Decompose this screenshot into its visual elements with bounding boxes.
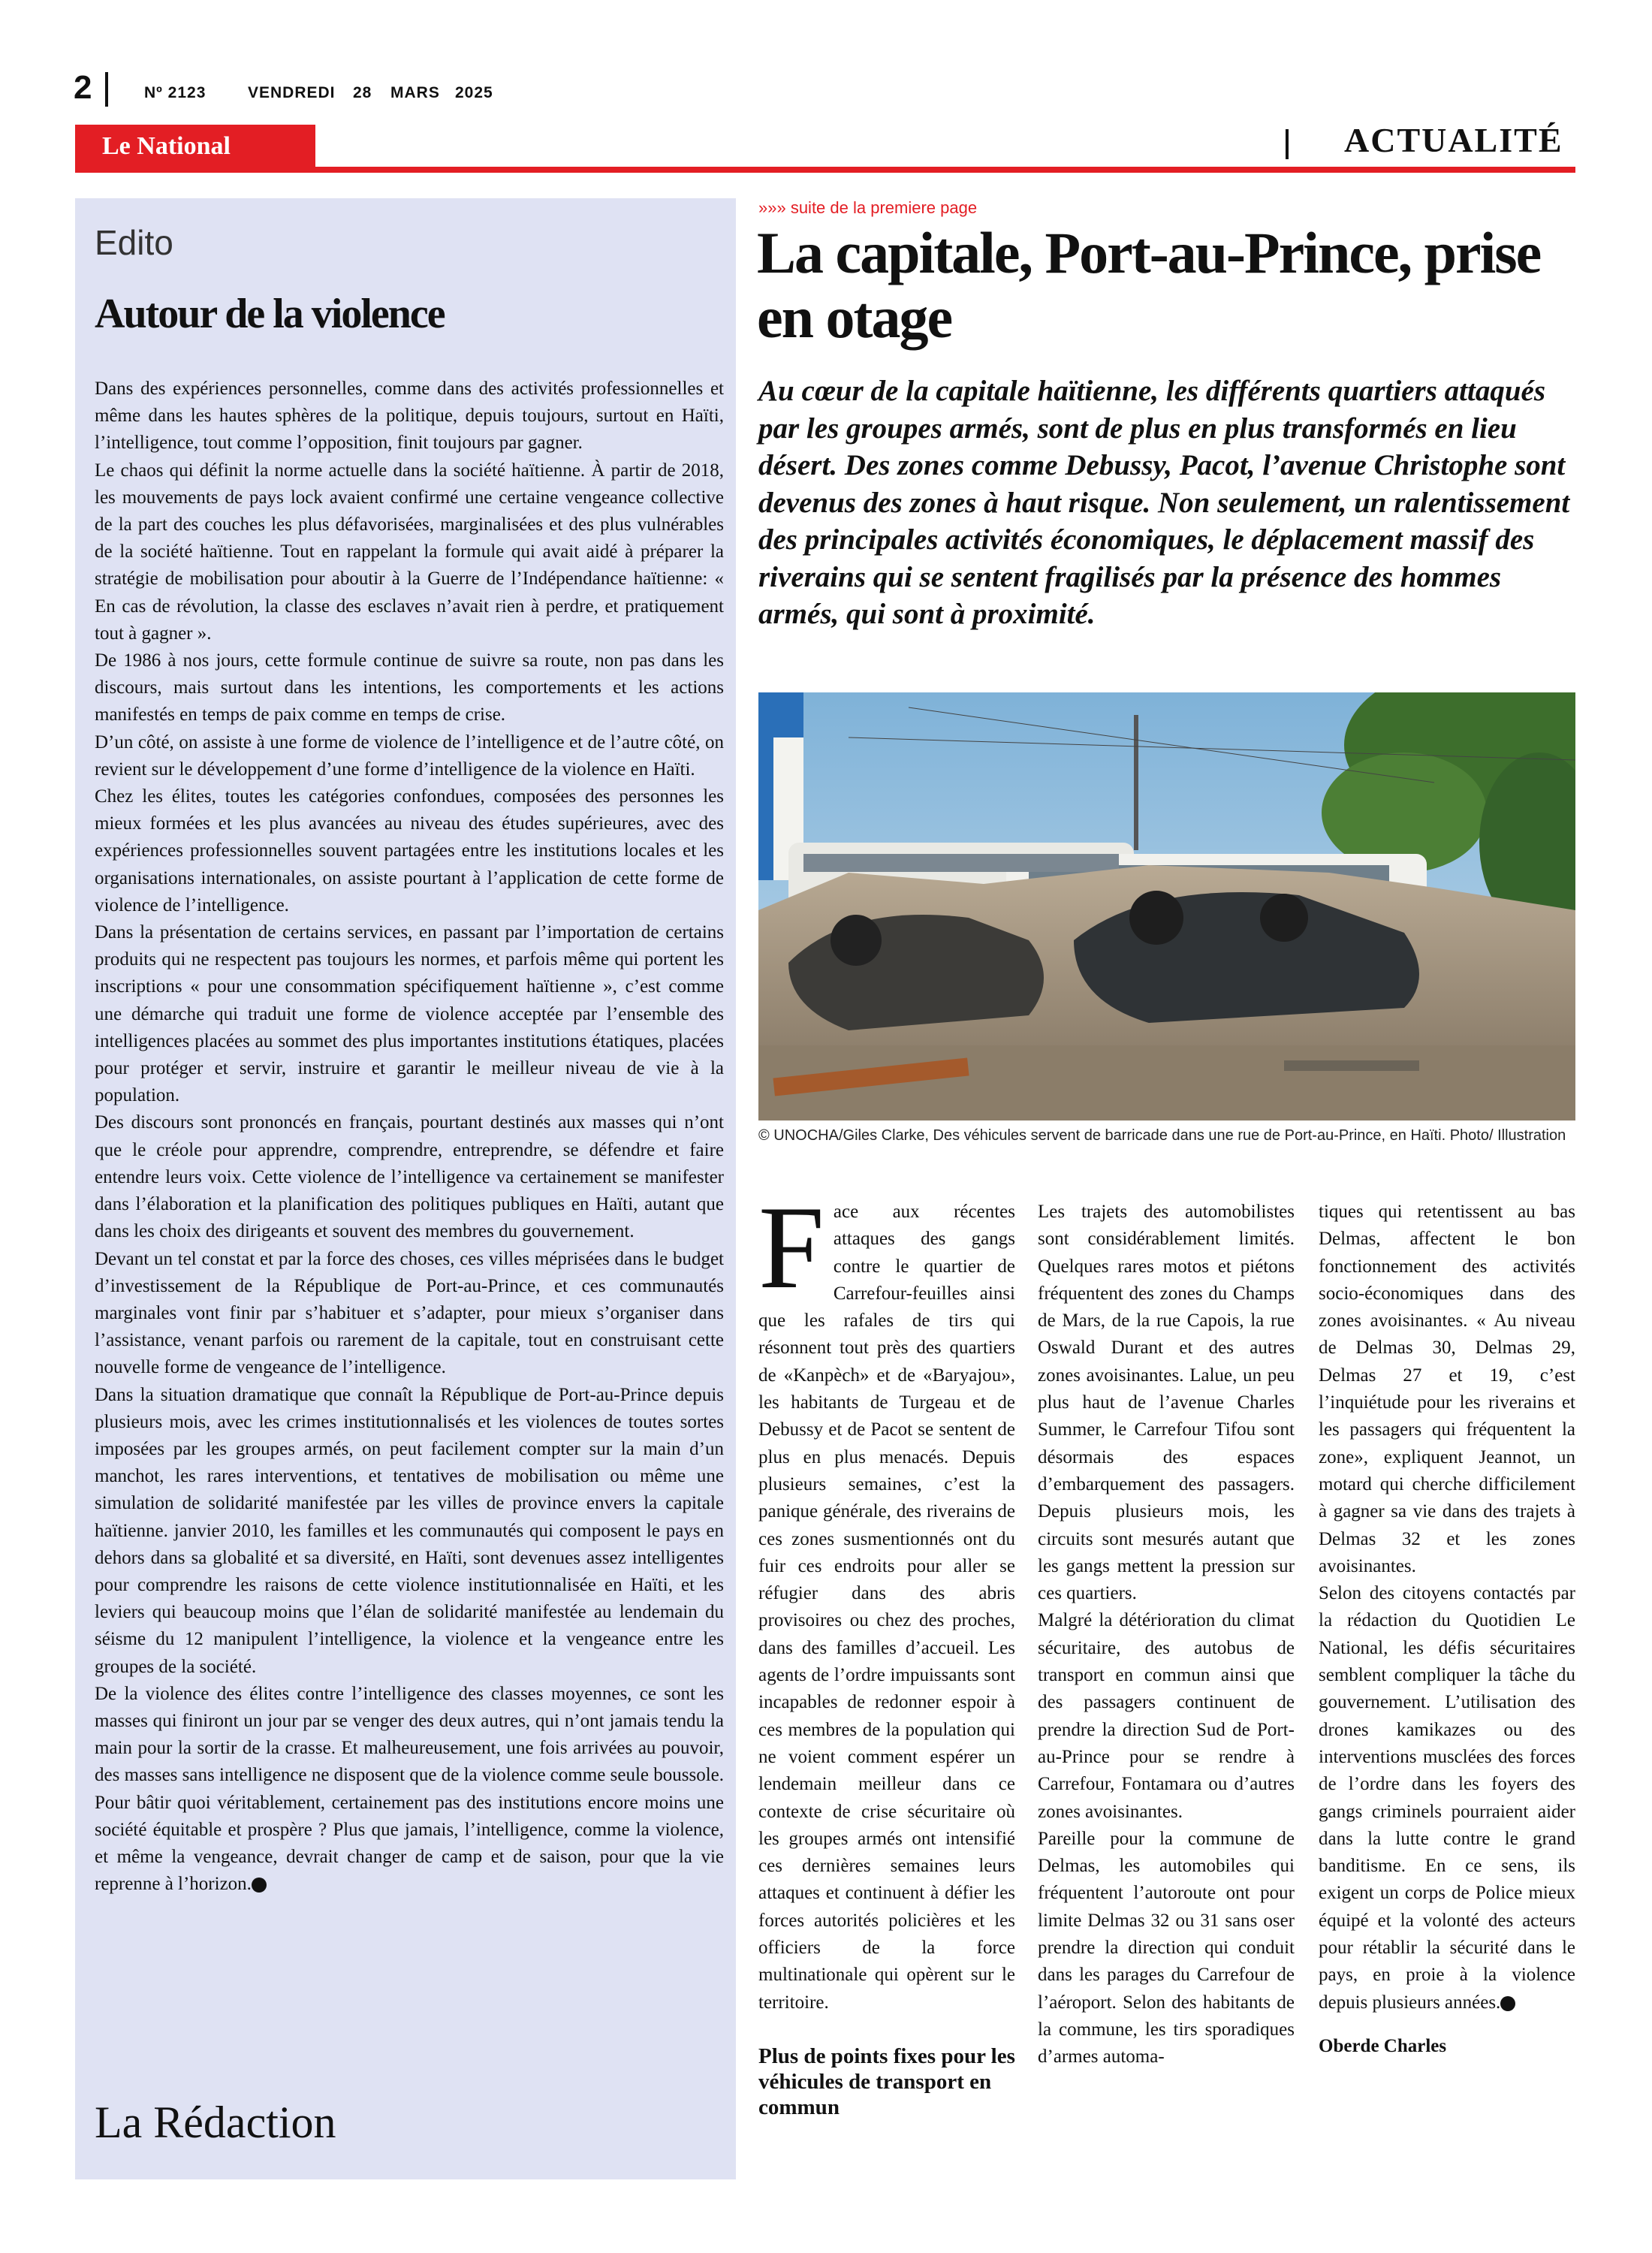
issue-number: Nº 2123 [144,84,206,101]
issue-day: VENDREDI [248,84,336,101]
article-paragraph: tiques qui retentissent au bas Delmas, affectent le bon fonctionnement des activités socio-économiques dans des zones avoisinantes. « Au niveau de Delmas 30, Delmas 29, Delmas 27 et 19, c’est l’inquiétude pour les riverains et les passagers qui fréquentent la zone», expliquent Jeannot, un motard qui cherche difficilement à gagner sa vie dans des trajets à Delmas 32 et les zones avoisinantes. [1319,1202,1575,1576]
edito-paragraph: D’un côté, on assiste à une forme de violence de l’intelligence et de l’autre côté, on revient sur le développement d’une forme d’intelligence de la violence en Haïti. [95,731,724,780]
edito-paragraph: Dans des expériences personnelles, comme dans des activités professionnelles et même dans les hautes sphères de la politique, depuis toujours, surtout en Haïti, l’intelligence, tout comme l’opposition, finit toujours par gagner. [95,379,724,454]
issue-date-month: MARS [390,84,440,101]
article-paragraph: Pareille pour la commune de Delmas, les automobiles qui fréquentent l’autoroute ont pour limite Delmas 32 ou 31 sans oser prendre la direction qui conduit dans les parages du Carrefour de l’aéroport. Selon des habitants de la commune, les tirs sporadiques d’armes automa- [1038,1828,1295,2068]
destroyed-vehicles-photo [758,692,1575,1120]
edito-paragraph: De 1986 à nos jours, cette formule continue de suivre sa route, non pas dans les discours, mais surtout dans les intentions, les comportements et les actions manifestés en temps de paix comme en temps de crise. [95,650,724,725]
section-title: ACTUALITÉ [1344,121,1563,159]
article-author: Oberde Charles [1319,2035,1447,2056]
article-column-3 [1319,1199,1575,2060]
edito-paragraph: Dans la présentation de certains services, en passant par l’importation de certains produits qui ne respectent pas toujours les normes, et parfois même qui portent les inscriptions « pour une consommation spécifiquement haïtienne », c’est comme une démarche qui traduit une forme de violence acceptée par l’ensemble des intelligences placées au sommet des plus importantes institutions étatiques, placées pour protéger et servir, instruire et garantir le meilleur niveau de vie à la population. [95,922,724,1106]
issue-date-year: 2025 [455,84,493,101]
article-subheading: Plus de points fixes pour les véhicules de transport en commun [758,2043,1015,2119]
article-kicker: »»» suite de la premiere page [758,198,978,217]
edito-paragraph: Le chaos qui définit la norme actuelle dans la société haïtienne. À partir de 2018, les mouvements de pays lock avaient confirmé une certaine vengeance collective de la part des couches les plus défavorisées, marginalisées et des plus vulnérables de la société haïtienne. Tout en rappelant la formule qui avait aidé à préparer la stratégie de mobilisation pour aboutir à la Guerre de l’Indépendance haïtienne: « En cas de révolution, la classe des esclaves n’avait rien à perdre, et pratiquement tout à gagner ». [95,460,724,644]
article-column-1 [758,1182,1015,2120]
photo-caption: © UNOCHA/Giles Clarke, Des véhicules servent de barricade dans une rue de Port-au-Prince, en Haïti. Photo/ Illustration [758,1127,1566,1144]
page-number-divider [105,72,108,107]
edito-paragraph: Devant un tel constat et par la force des choses, ces villes méprisées dans le budget d’investissement de la République de Port-au-Prince, et ces communautés marginales vont finir par s’habituer et s’adapter, pour mieux s’organiser dans l’assistance, venant parfois ou rarement de la capitale, tout en construisant cette nouvelle forme de vengeance de l’intelligence. [95,1248,724,1378]
article-photo [758,692,1575,1120]
article-opening-text: ace aux récentes attaques des gangs contre le quartier de Carrefour-feuilles ainsi que les rafales de tirs qui résonnent tout près des quartiers de «Kanpèch» et de «Baryajou», les habitants de Turgeau et de Debussy et de Pacot se sentent de plus en plus menacés. Depuis plusieurs semaines, c’est la panique générale, des riverains de ces zones susmentionnés ont du fuir ces endroits pour aller se réfugier dans des abris provisoires ou chez des proches, dans des familles d’accueil. Les agents de l’ordre impuissants sont incapables de redonner espoir à ces membres de la population qui ne voient comment espérer un lendemain meilleur dans ce contexte de crise sécuritaire où les groupes armés ont intensifié ces dernières semaines leurs attaques et continuent à défier les forces autorités policières et les officiers de la force multinationale qui opèrent sur le territoire. [758,1202,1015,2013]
drop-cap: F [758,1182,824,1313]
article-paragraph: Les trajets des automobilistes sont considérablement limités. Quelques rares motos et piétons fréquentent des zones du Champs de Mars, de la rue Capois, la rue Oswald Durant et des autres zones avoisinantes. Lalue, un peu plus haut de l’avenue Charles Summer, le Carrefour Tifou sont désormais des espaces d’embarquement des passagers. Depuis plusieurs mois, les circuits sont mesurés autant que les gangs mettent la pression sur ces quartiers. [1038,1202,1295,1604]
edito-label: Edito [95,223,173,262]
header-rule [75,167,1575,173]
end-mark-icon [252,1878,267,1893]
article-column-2 [1038,1199,1295,2071]
article-paragraph [758,1182,1015,2016]
end-mark-icon [1500,1996,1515,2011]
section-divider [1286,129,1289,159]
edito-paragraph [95,1681,724,1899]
edito-body [95,376,724,1898]
edito-title: Autour de la violence [95,291,445,337]
article-lead: Au cœur de la capitale haïtienne, les différents quartiers attaqués par les groupes armés, sont de plus en plus transformés en lieu désert. Des zones comme Debussy, Pacot, l’avenue Christophe sont devenus des zones à haut risque. Non seulement, un ralentissement des principales activités économiques, le déplacement massif des riverains qui se sentent fragilisés par la présence des hommes armés, qui sont à proximité. [758,375,1570,630]
article-last-paragraph-text: Selon des citoyens contactés par la rédaction du Quotidien Le National, les défis sécuritaires semblent compliquer la tâche du gouvernement. L’utilisation des drones kamikazes ou des interventions musclées des forces de l’ordre dans les foyers des gangs criminels pourraient aider dans la lutte contre le grand banditisme. En ce sens, ils exigent un corps de Police mieux équipé et la volonté des acteurs pour rétablir la sécurité dans le pays, en proie à la violence depuis plusieurs années. [1319,1583,1575,2013]
brand-name: Le National [102,132,231,160]
edito-signature: La Rédaction [95,2098,336,2147]
edito-last-paragraph-text: De la violence des élites contre l’intelligence des classes moyennes, ce sont les masses qui finiront un jour par se venger des deux autres, qui n’ont jamais tendu la main pour la sortir de la crasse. Et malheureusement, une fois arrivées au pouvoir, des masses sans intelligence ne disposent que de la violence comme seule boussole. Pour bâtir quoi véritablement, certainement pas des institutions encore moins une société équitable et prospère ? Plus que jamais, l’intelligence, comme la violence, et même la vengeance, devrait changer de camp et de saison, pour que la vie reprenne à l’horizon. [95,1683,724,1895]
edito-paragraph: Des discours sont prononcés en français, pourtant destinés aux masses qui n’ont que le créole pour apprendre, comprendre, entreprendre, se défendre et faire entendre leurs voix. Cette violence de l’intelligence va certainement se manifester dans l’élaboration et la planification des politiques publiques en Haïti, autant que dans les choix des dirigeants et souvent des membres du gouvernement. [95,1112,724,1242]
edito-paragraph: Dans la situation dramatique que connaît la République de Port-au-Prince depuis plusieurs mois, avec les crimes institutionnalisés et les violences de toutes sortes imposées par les groupes armés, on peut facilement compter sur la main d’un manchot, les rares interventions, et tentatives de mobilisation ou même une simulation de solidarité manifestée par les villes de province envers la capitale haïtienne. janvier 2010, les familles et les communautés qui composent le pays en dehors dans sa globalité et sa diversité, en Haïti, sont devenues assez intelligentes pour comprendre les raisons de cette violence institutionnalisée en Haïti, et les leviers qui beaucoup moins que l’élan de solidarité manifestée au lendemain du séisme du 12 manipulent l’intelligence, la violence et la vengeance entre les groupes de la société. [95,1384,724,1677]
article-paragraph [1319,1580,1575,2016]
article-headline: La capitale, Port-au-Prince, prise en otage [757,220,1541,350]
page-number: 2 [74,69,92,106]
edito-paragraph: Chez les élites, toutes les catégories confondues, composées des personnes les mieux formées et les plus avancées au niveau des études supérieures, avec des expériences professionnelles souvent partagées entre les institutions locales et les organisations internationales, on assiste pourtant à l’application de cette forme de violence de l’intelligence. [95,786,724,915]
issue-date-day: 28 [353,84,372,101]
article-paragraph: Malgré la détérioration du climat sécuritaire, des autobus de transport en commun ainsi que des passagers continuent de prendre la direction Sud de Port-au-Prince pour se rendre à Carrefour, Fontamara ou d’autres zones avoisinantes. [1038,1610,1295,1822]
